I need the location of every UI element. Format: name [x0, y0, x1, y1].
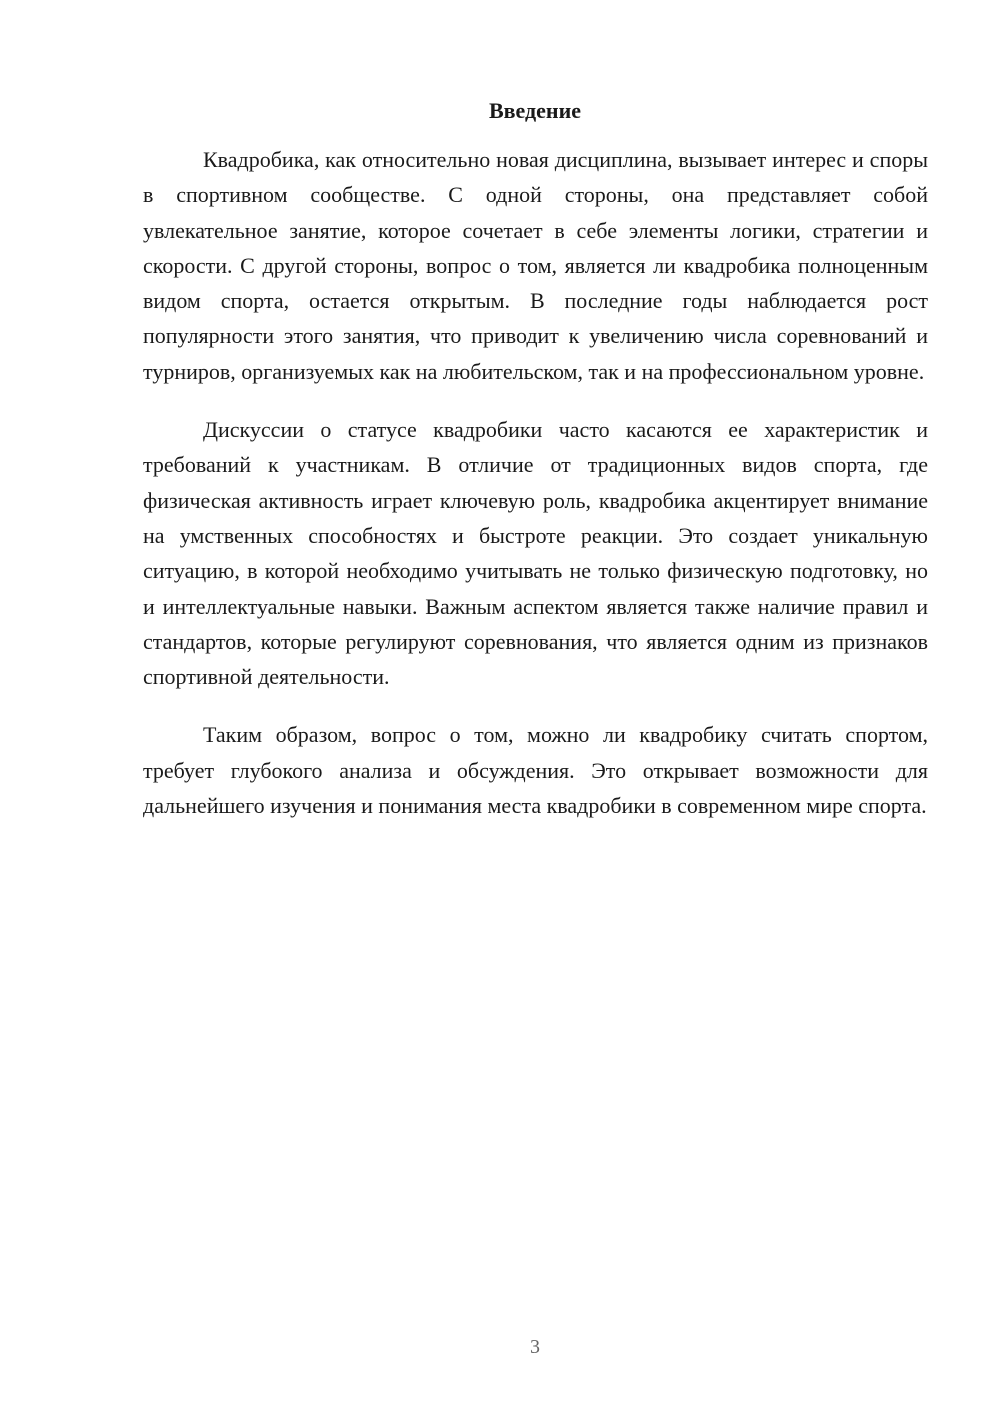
paragraph-discussion: Дискуссии о статусе квадробики часто касаются ее характеристик и требований к участникам. В отличие от традиционных видов спорта, где физическая активность играет ключевую роль, квадробика акцентирует внимание на умственных способностях и быстроте реакции. Это создает уникальную ситуацию, в которой необходимо учитывать не только физическую подготовку, но и интеллектуальные навыки. Важным аспектом является также наличие правил и стандартов, которые регулируют соревнования, что является одним из признаков спортивной деятельности. [143, 417, 928, 690]
page-title: Введение [488, 98, 582, 123]
paragraph-conclusion: Таким образом, вопрос о том, можно ли квадробику считать спортом, требует глубокого анализа и обсуждения. Это открывает возможности для дальнейшего изучения и понимания места квадробики в современном мире спорта. [143, 722, 928, 819]
paragraph-intro: Квадробика, как относительно новая дисциплина, вызывает интерес и споры в спортивном сообществе. С одной стороны, она представляет собой увлекательное занятие, которое сочетает в себе элементы логики, стратегии и скорости. С другой стороны, вопрос о том, является ли квадробика полноценным видом спорта, остается открытым. В последние годы наблюдается рост популярности этого занятия, что приводит к увеличению числа соревнований и турниров, организуемых как на любительском, так и на профессиональном уровне. [143, 147, 928, 384]
page-number: 3 [530, 1336, 540, 1358]
body-text [143, 142, 928, 846]
